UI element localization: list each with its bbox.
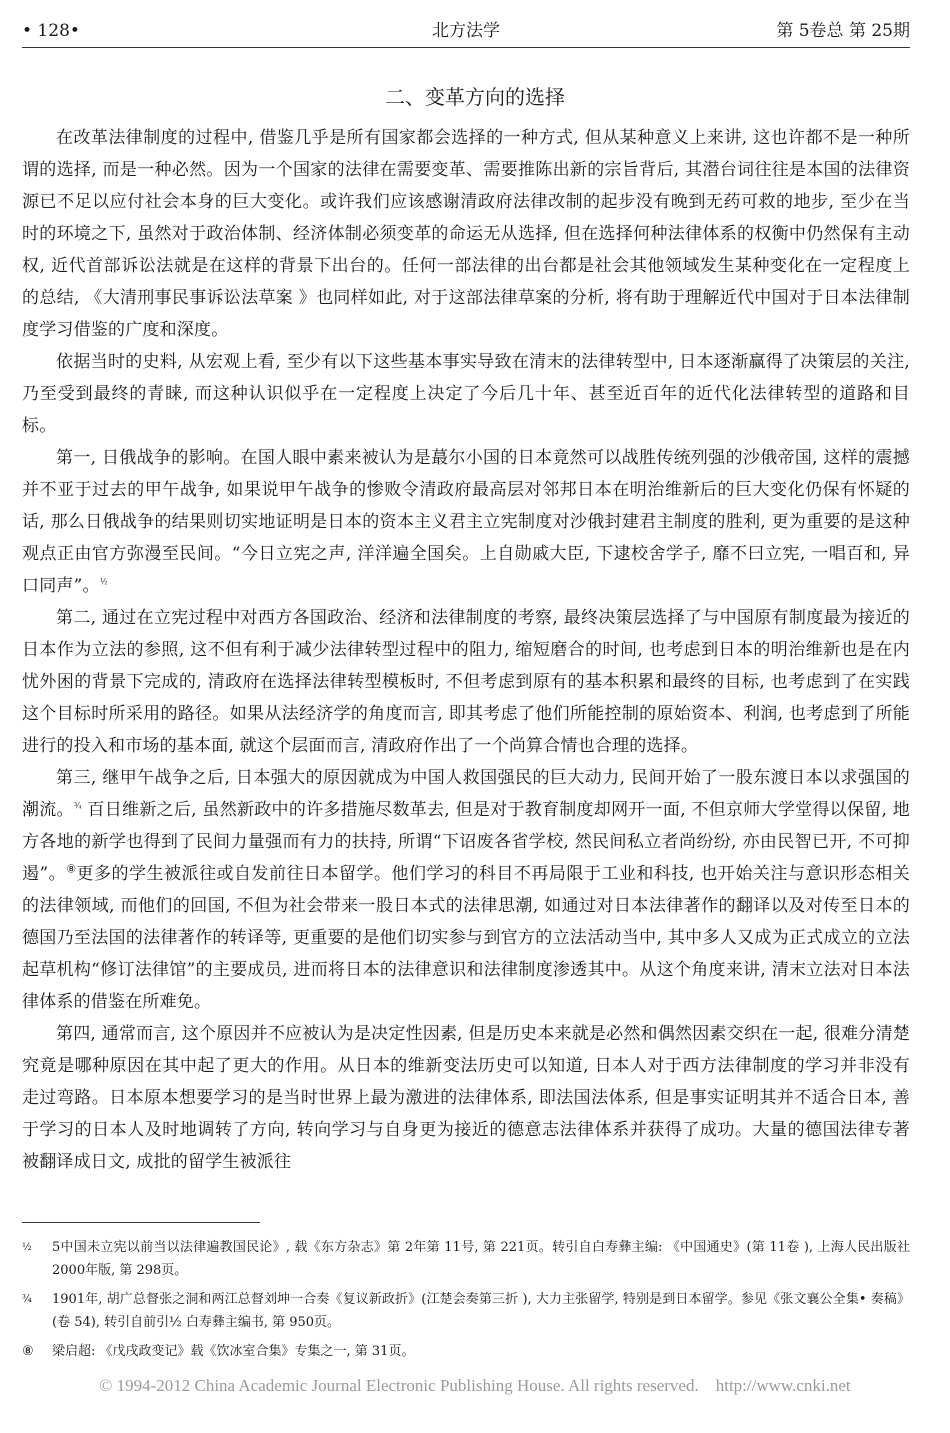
footnote-marker-3: ⑧	[22, 1344, 34, 1359]
paragraph-5	[22, 762, 910, 1018]
paragraph-3-text: 第一, 日俄战争的影响。在国人眼中素来被认为是蕞尔小国的日本竟然可以战胜传统列强的沙俄帝国, 这样的震撼并不亚于过去的甲午战争, 如果说甲午战争的惨败令清政府最高层对邻邦日本在明治维新后的巨大变化仍保有怀疑的话, 那么日俄战争的结果则切实地证明是日本的资本主义君主立宪制度对沙俄封建君主制度的胜利, 更为重要的是这种观点正由官方弥漫至民间。“今日立宪之声, 洋洋遍全国矣。上自勋戚大臣, 下逮校舍学子, 靡不曰立宪, 一唱百和, 异口同声”。	[22, 448, 910, 596]
footnote-2	[22, 1288, 910, 1334]
copyright-watermark: © 1994-2012 China Academic Journal Electronic Publishing House. All rights reserved. http://www.cnki.net	[99, 1376, 851, 1395]
footnote-text-2: 1901年, 胡广总督张之洞和两江总督刘坤一合奏《复议新政折》(江楚会奏第三折 ), 大力主张留学, 特别是到日本留学。参见《张文襄公全集• 奏稿》(卷 54), 转引自前引½ 白寿彝主编书, 第 950页。	[52, 1292, 910, 1330]
paragraph-2: 依据当时的史料, 从宏观上看, 至少有以下这些基本事实导致在清末的法律转型中, 日本逐渐赢得了决策层的关注, 乃至受到最终的青睐, 而这种认识似乎在一定程度上决定了今后几十年、甚至近百年的近代化法律转型的道路和目标。	[22, 352, 910, 436]
footnote-text-3: 梁启超: 《戊戌政变记》载《饮冰室合集》专集之一, 第 31页。	[52, 1344, 415, 1359]
paragraph-5-text-c: 更多的学生被派往或自发前往日本留学。他们学习的科目不再局限于工业和科技, 也开始关注与意识形态相关的法律领域, 而他们的回国, 不但为社会带来一股日本式的法律思潮, 如通过对日本法律著作的翻译以及对传至日本的德国乃至法国的法律著作的转译等, 更重要的是他们切实参与到官方的立法活动当中, 其中多人又成为正式成立的立法起草机构“修订法律馆”的主要成员, 进而将日本的法律意识和法律制度渗透其中。从这个角度来讲, 清末立法对日本法律体系的借鉴在所难免。	[22, 864, 911, 1012]
running-header	[22, 18, 910, 44]
footnote-divider	[22, 1222, 260, 1223]
footnote-text-1: 5中国未立宪以前当以法律遍教国民论》, 载《东方杂志》第 2年第 11号, 第 221页。转引自白寿彝主编: 《中国通史》(第 11卷 ), 上海人民出版社 2000年版, 第 298页。	[52, 1240, 910, 1278]
footnote-3	[22, 1340, 910, 1363]
paragraph-6: 第四, 通常而言, 这个原因并不应被认为是决定性因素, 但是历史本来就是必然和偶然因素交织在一起, 很难分清楚究竟是哪种原因在其中起了更大的作用。从日本的维新变法历史可以知道, 日本人对于西方法律制度的学习并非没有走过弯路。日本原本想要学习的是当时世界上最为激进的法律体系, 即法国法体系, 但是事实证明其并不适合日本, 善于学习的日本人及时地调转了方向, 转向学习与自身更为接近的德意志法律体系并获得了成功。大量的德国法律专著被翻译成日文, 成批的留学生被派往	[22, 1024, 910, 1172]
paragraph-5-text-b: 百日维新之后, 虽然新政中的许多措施尽数革去, 但是对于教育制度却网开一面, 不但京师大学堂得以保留, 地方各地的新学也得到了民间力量强而有力的扶持, 所谓“下诏废各省学校, 然民间私立者尚纷纷, 亦由民智已开, 不可抑遏”。	[22, 800, 910, 884]
paragraph-5-text-a: 第三, 继甲午战争之后, 日本强大的原因就成为中国人救国强民的巨大动力, 民间开始了一股东渡日本以求强国的潮流。	[22, 768, 910, 820]
section-title: 二、变革方向的选择	[385, 85, 565, 109]
header-divider	[22, 47, 910, 48]
footnote-ref-2[interactable]: ¾	[73, 801, 82, 811]
footnotes	[22, 1236, 910, 1369]
page-number: • 128•	[22, 21, 80, 41]
footnote-ref-3[interactable]: ⑧	[66, 862, 77, 876]
paragraph-1: 在改革法律制度的过程中, 借鉴几乎是所有国家都会选择的一种方式, 但从某种意义上来讲, 这也许都不是一种所谓的选择, 而是一种必然。因为一个国家的法律在需要变革、需要推陈出新的宗旨背后, 其潜台词往往是本国的法律资源已不足以应付社会本身的巨大变化。或许我们应该感谢清政府法律改制的起步没有晚到无药可救的地步, 至少在当时的环境之下, 虽然对于政治体制、经济体制必须变革的命运无从选择, 但在选择何种法律体系的权衡中仍然保有主动权, 近代首部诉讼法就是在这样的背景下出台的。任何一部法律的出台都是社会其他领域发生某种变化在一定程度上的总结, 《大清刑事民事诉讼法草案 》也同样如此, 对于这部法律草案的分析, 将有助于理解近代中国对于日本法律制度学习借鉴的广度和深度。	[22, 128, 910, 340]
paragraph-4: 第二, 通过在立宪过程中对西方各国政治、经济和法律制度的考察, 最终决策层选择了与中国原有制度最为接近的日本作为立法的参照, 这不但有利于减少法律转型过程中的阻力, 缩短磨合的时间, 也考虑到日本的明治维新也是在内忧外困的背景下完成的, 清政府在选择法律转型模板时, 不但考虑到原有的基本积累和最终的目标, 也考虑到了在实践这个目标时所采用的路径。如果从法经济学的角度而言, 即其考虑了他们所能控制的原始资本、利润, 也考虑到了所能进行的投入和市场的基本面, 就这个层面而言, 清政府作出了一个尚算合情也合理的选择。	[22, 608, 910, 756]
footnote-ref-1[interactable]: ½	[99, 577, 108, 587]
volume-issue: 第 5卷总 第 25期	[776, 21, 910, 41]
footnote-1	[22, 1236, 910, 1282]
footnote-marker-2: ¾	[22, 1294, 32, 1305]
footnote-marker-1: ½	[22, 1242, 32, 1253]
journal-name: 北方法学	[432, 21, 500, 41]
paragraph-3	[22, 442, 910, 602]
article-body	[22, 122, 910, 1178]
